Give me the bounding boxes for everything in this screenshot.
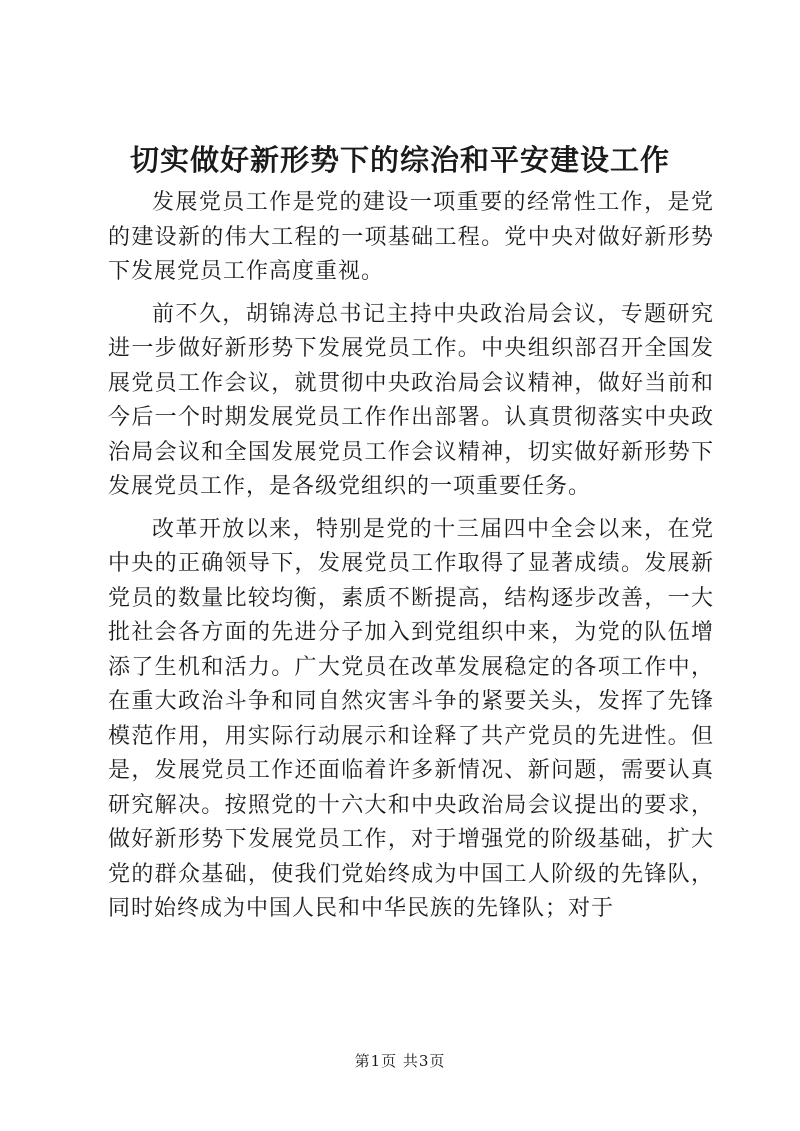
document-title: 切实做好新形势下的综治和平安建设工作 xyxy=(129,143,670,177)
paragraph-1: 发展党员工作是党的建设一项重要的经常性工作，是党的建设新的伟大工程的一项基础工程。党中央对做好新形势下发展党员工作高度重视。 xyxy=(108,190,714,284)
document-body xyxy=(108,186,714,935)
paragraph-3: 改革开放以来，特别是党的十三届四中全会以来，在党中央的正确领导下，发展党员工作取得了显著成绩。发展新党员的数量比较均衡，素质不断提高，结构逐步改善，一大批社会各方面的先进分子加入到党组织中来，为党的队伍增添了生机和活力。广大党员在改革发展稳定的各项工作中，在重大政治斗争和同自然灾害斗争的紧要关头，发挥了先锋模范作用，用实际行动展示和诠释了共产党员的先进性。但是，发展党员工作还面临着许多新情况、新问题，需要认真研究解决。按照党的十六大和中央政治局会议提出的要求，做好新形势下发展党员工作，对于增强党的阶级基础，扩大党的群众基础，使我们党始终成为中国工人阶级的先锋队，同时始终成为中国人民和中华民族的先锋队；对于 xyxy=(108,516,714,921)
page-number-footer: 第1页 共3页 xyxy=(354,1052,446,1070)
paragraph-2: 前不久，胡锦涛总书记主持中央政治局会议，专题研究进一步做好新形势下发展党员工作。中央组织部召开全国发展党员工作会议，就贯彻中央政治局会议精神，做好当前和今后一个时期发展党员工作作出部署。认真贯彻落实中央政治局会议和全国发展党员工作会议精神，切实做好新形势下发展党员工作，是各级党组织的一项重要任务。 xyxy=(108,301,714,499)
